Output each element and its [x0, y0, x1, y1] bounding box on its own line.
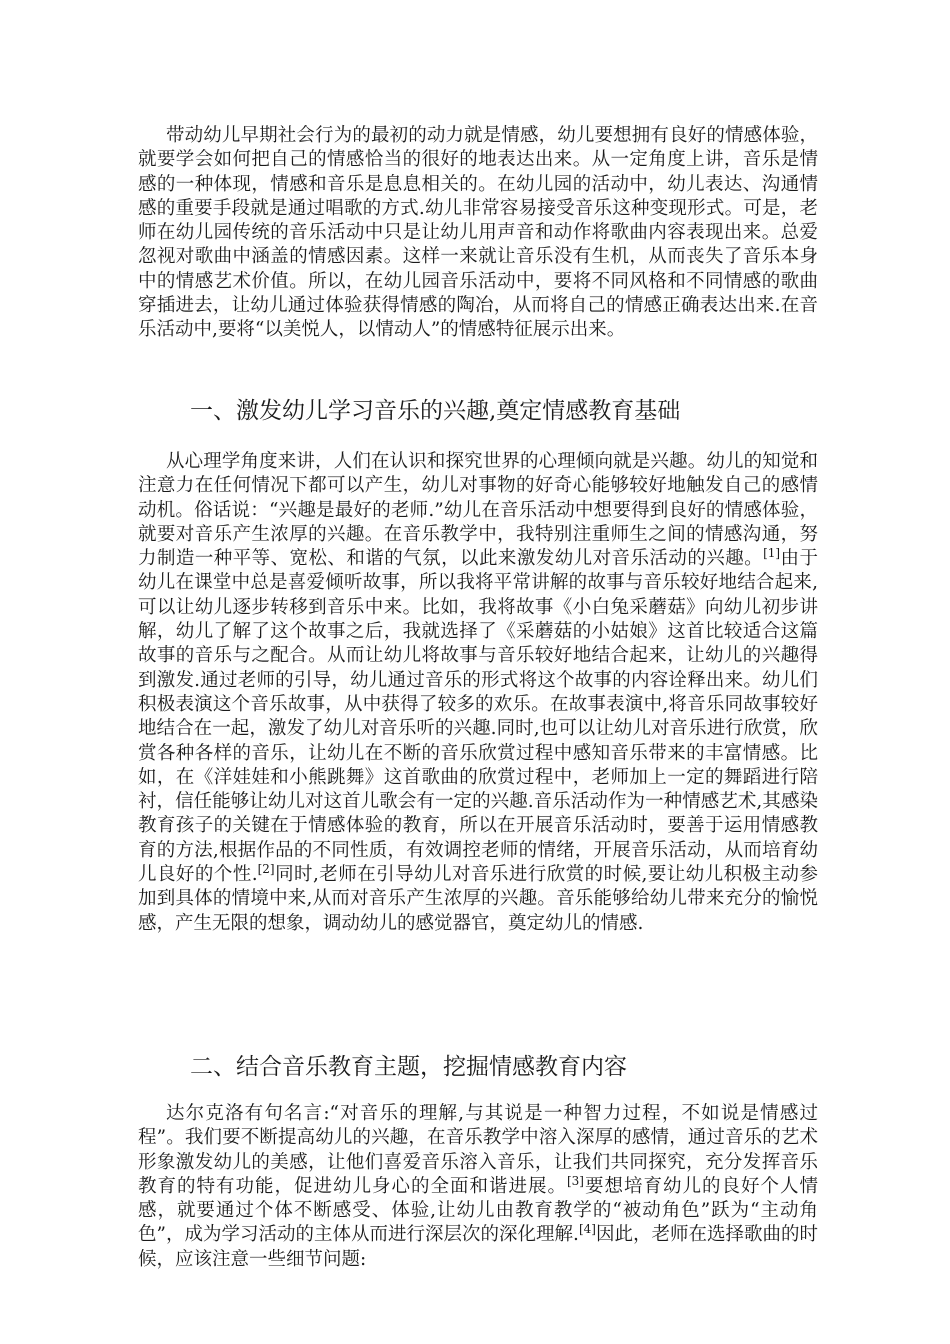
intro-paragraph: [138, 124, 818, 343]
section-1-text-part-2: 由于幼儿在课堂中总是喜爱倾听故事，所以我将平常讲解的故事与音乐较好地结合起来,可以让幼儿逐步转移到音乐中来。比如，我将故事《小白兔采蘑菇》向幼儿初步讲解，幼儿了解了这个故事之后，我就选择了《采蘑菇的小姑娘》这首比较适合这篇故事的音乐与之配合。从而让幼儿将故事与音乐较好地结合起来，让幼儿的兴趣得到激发.通过老师的引导，幼儿通过音乐的形式将这个故事的内容诠释出来。幼儿们积极表演这个音乐故事，从中获得了较多的欢乐。在故事表演中,将音乐同故事较好地结合在一起，激发了幼儿对音乐听的兴趣.同时,也可以让幼儿对音乐进行欣赏，欣赏各种各样的音乐，让幼儿在不断的音乐欣赏过程中感知音乐带来的丰富情感。比如，在《洋娃娃和小熊跳舞》这首歌曲的欣赏过程中，老师加上一定的舞蹈进行陪衬，信任能够让幼儿对这首儿歌会有一定的兴趣.音乐活动作为一种情感艺术,其感染教育孩子的关键在于情感体验的教育，所以在开展音乐活动时，要善于运用情感教育的方法,根据作品的不同性质，有效调控老师的情绪，开展音乐活动，从而培育幼儿良好的个性.: [138, 548, 818, 886]
citation-3: [3]: [566, 1173, 584, 1188]
section-1-text-part-1: 从心理学角度来讲，人们在认识和探究世界的心理倾向就是兴趣。幼儿的知觉和注意力在任何情况下都可以产生，幼儿对事物的好奇心能够较好地触发自己的感情动机。俗话说：“兴趣是最好的老师.”幼儿在音乐活动中想要得到良好的情感体验，就要对音乐产生浓厚的兴趣。在音乐教学中，我特别注重师生之间的情感沟通，努力制造一种平等、宽松、和谐的气氛，以此来激发幼儿对音乐活动的兴趣。: [138, 451, 818, 570]
section-2-paragraph: [138, 1102, 818, 1272]
section-2-heading: 二、结合音乐教育主题，挖掘情感教育内容: [190, 1054, 627, 1080]
citation-4: [4]: [578, 1222, 596, 1237]
section-1-heading: 一、激发幼儿学习音乐的兴趣,奠定情感教育基础: [190, 398, 681, 424]
section-1-text-part-3: 同时,老师在引导幼儿对音乐进行欣赏的时候,要让幼儿积极主动参加到具体的情境中来,从而对音乐产生浓厚的兴趣。音乐能够给幼儿带来充分的愉悦感，产生无限的想象，调动幼儿的感觉器官，奠定幼儿的情感.: [138, 864, 818, 934]
intro-text: 带动幼儿早期社会行为的最初的动力就是情感，幼儿要想拥有良好的情感体验，就要学会如何把自己的情感恰当的很好的地表达出来。从一定角度上讲，音乐是情感的一种体现，情感和音乐是息息相关的。在幼儿园的活动中，幼儿表达、沟通情感的重要手段就是通过唱歌的方式.幼儿非常容易接受音乐这种变现形式。可是，老师在幼儿园传统的音乐活动中只是让幼儿用声音和动作将歌曲内容表现出来。总爱忽视对歌曲中涵盖的情感因素。这样一来就让音乐没有生机，从而丧失了音乐本身中的情感艺术价值。所以，在幼儿园音乐活动中，要将不同风格和不同情感的歌曲穿插进去，让幼儿通过体验获得情感的陶冶，从而将自己的情感正确表达出来.在音乐活动中,要将“以美悦人，以情动人”的情感特征展示出来。: [138, 125, 818, 341]
section-2-text-part-1: 达尔克洛有句名言:“对音乐的理解,与其说是一种智力过程，不如说是情感过程”。我们要不断提高幼儿的兴趣，在音乐教学中溶入深厚的感情，通过音乐的艺术形象激发幼儿的美感，让他们喜爱音乐溶入音乐，让我们共同探究，充分发挥音乐教育的特有功能，促进幼儿身心的全面和谐进展。: [138, 1103, 818, 1197]
section-2-text-part-2: 要想培育幼儿的良好个人情感，就要通过个体不断感受、体验,让幼儿由教育教学的“被动角色”跃为“主动角色”，成为学习活动的主体从而进行深层次的深化理解.: [138, 1175, 818, 1246]
citation-1: [1]: [763, 546, 781, 561]
citation-2: [2]: [257, 861, 275, 876]
section-2-text-part-3: 因此，老师在选择歌曲的时候，应该注意一些细节问题:: [138, 1224, 818, 1270]
section-1-paragraph: [138, 450, 818, 936]
